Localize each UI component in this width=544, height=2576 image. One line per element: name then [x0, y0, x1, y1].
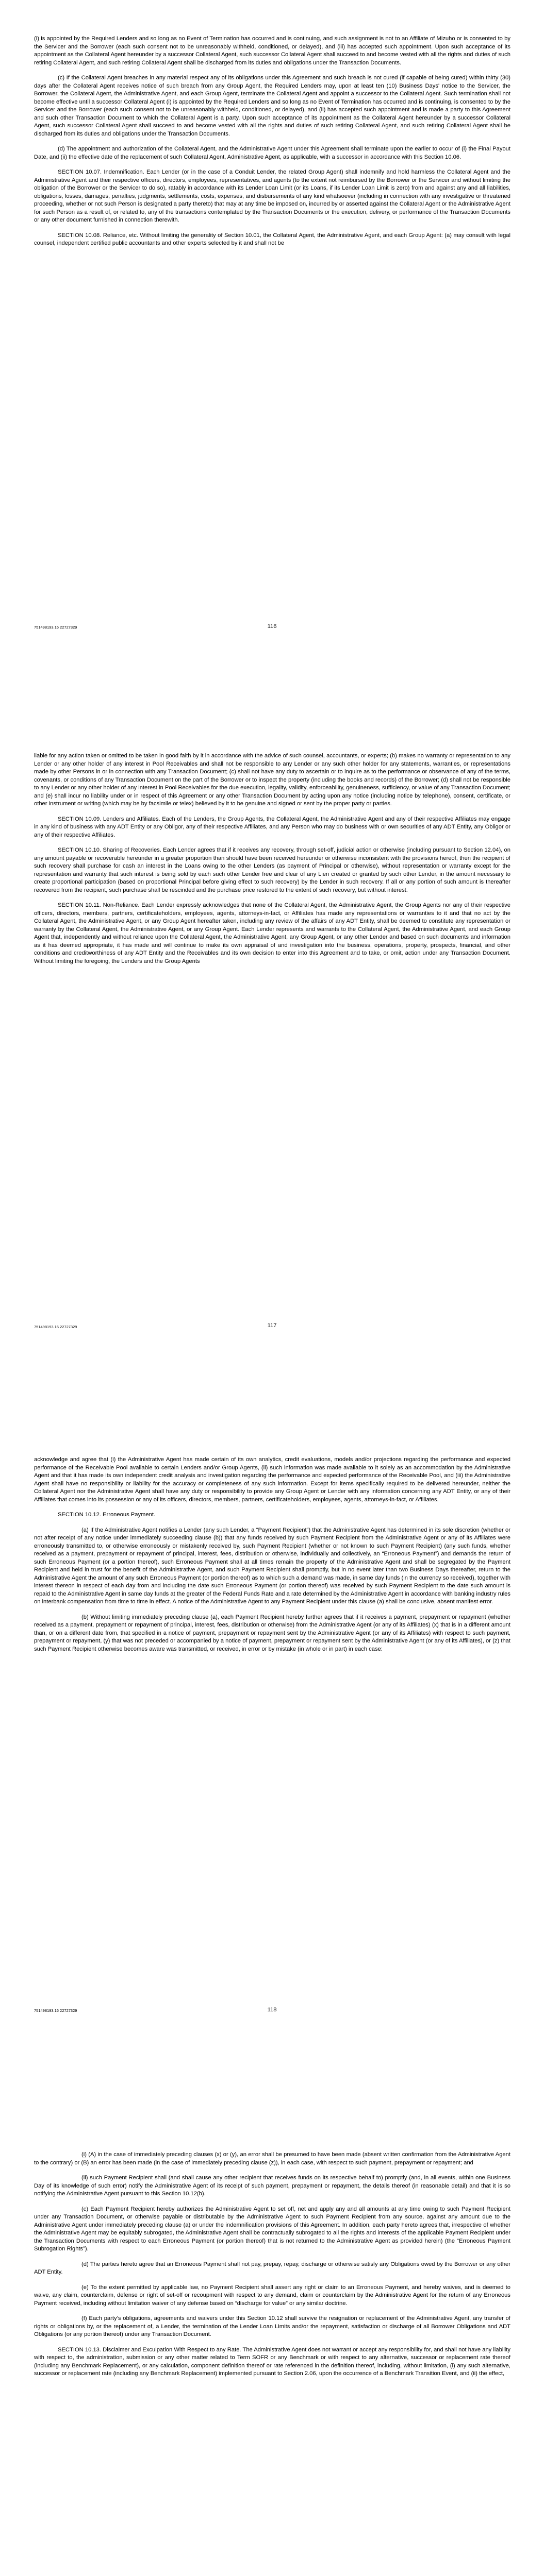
paragraph: (i) is appointed by the Required Lenders and so long as no Event of Termination has occurred and is continuing, and such assignment is not to an Affiliate of Mizuho or is consented to by the Servicer and the Borrower (each such consent not to be unreasonably withheld, conditioned, or delayed), and (iii) has accepted such appointment. Upon such acceptance of its appointment as the Collateral Agent hereunder by a successor Collateral Agent, such successor Collateral Agent shall succeed to and become vested with all the rights and duties of such retiring Collateral Agent, and such retiring Collateral Agent shall be discharged from its duties and obligations under the Transaction Documents. — [34, 36, 510, 66]
paragraph: (a) If the Administrative Agent notifies a Lender (any such Lender, a “Payment Recipient”) that the Administrative Agent has determined in its sole discretion (whether or not after receipt of any notice under immediately succeeding clause (b)) that any funds received by such Payment Recipient from the Administrative Agent or any of its Affiliates were erroneously transmitted to, or otherwise erroneously or mistakenly received by, such Payment Recipient (whether or not known to such Payment Recipient) (any such funds, whether received as a payment, prepayment or repayment of principal, interest, fees, distribution or otherwise, individually and collectively, an “Erroneous Payment”) and demands the return of such Erroneous Payment (or a portion thereof), such Erroneous Payment shall at all times remain the property of the Administrative Agent and shall be segregated by the Payment Recipient and held in trust for the benefit of the Administrative Agent, and such Payment Recipient shall promptly, but in no event later than two Business Days thereafter, return to the Administrative Agent the amount of any such Erroneous Payment (or portion thereof) as to which such a demand was made, in same day funds (in the currency so received), together with interest thereon in respect of each day from and including the date such Erroneous Payment (or portion thereof) was received by such Payment Recipient to the date such amount is repaid to the Administrative Agent in same day funds at the greater of the Federal Funds Rate and a rate determined by the Administrative Agent in accordance with banking industry rules on interbank compensation from time to time in effect. A notice of the Administrative Agent to any Payment Recipient under this clause (a) shall be conclusive, absent manifest error. — [34, 1527, 510, 1605]
paragraph: (e) To the extent permitted by applicable law, no Payment Recipient shall assert any right or claim to an Erroneous Payment, and hereby waives, and is deemed to waive, any claim, counterclaim, defense or right of set-off or recoupment with respect to any demand, claim or counterclaim by the Administrative Agent for the return of any Erroneous Payment received, including without limitation waiver of any defense based on “discharge for value” or any similar doctrine. — [34, 2284, 510, 2307]
page-body — [34, 1456, 510, 1660]
paragraph: (i) (A) in the case of immediately preceding clauses (x) or (y), an error shall be presumed to have been made (absent written confirmation from the Administrative Agent to the contrary) or (B) an error has been made (in the case of immediately preceding clause (z)), in each case, with respect to such payment, prepayment or repayment; and — [34, 2151, 510, 2166]
document-page-119 — [0, 2110, 544, 2576]
document-page-118 — [0, 1406, 544, 2110]
paragraph: (d) The parties hereto agree that an Erroneous Payment shall not pay, prepay, repay, discharge or otherwise satisfy any Obligations owed by the Borrower or any other ADT Entity. — [34, 2261, 510, 2275]
document-page-117 — [0, 703, 544, 1406]
paragraph: (b) Without limiting immediately preceding clause (a), each Payment Recipient hereby further agrees that if it receives a payment, prepayment or repayment (whether received as a payment, prepayment or repayment of principal, interest, fees, distribution or otherwise) from the Administrative Agent (or any of its Affiliates) (x) that is in a different amount than, or on a different date from, that specified in a notice of payment, prepayment or repayment sent by the Administrative Agent (or any of its Affiliates) with respect to such payment, prepayment or repayment, (y) that was not preceded or accompanied by a notice of payment, prepayment or repayment sent by the Administrative Agent (or any of its Affiliates), or (z) that such Payment Recipient otherwise becomes aware was transmitted, or received, in error or by mistake (in whole or in part) in each case: — [34, 1614, 510, 1652]
page-body — [34, 35, 510, 255]
document-id: 751498193.16 22727329 — [34, 1325, 77, 1329]
paragraph: (d) The appointment and authorization of the Collateral Agent, and the Administrative Agent under this Agreement shall terminate upon the earlier to occur of (i) the Final Payout Date, and (ii) the effective date of the replacement of such Collateral Agent, Administrative Agent, as applicable, with a successor in accordance with this Section 10.06. — [34, 146, 510, 160]
page-body — [34, 752, 510, 973]
page-body — [34, 2151, 510, 2385]
paragraph: acknowledge and agree that (i) the Administrative Agent has made certain of its own analytics, credit evaluations, models and/or projections regarding the performance and expected performance of the Receivable Pool available to certain Lenders and/or Group Agents, (ii) such information was made available to it solely as an accommodation by the Administrative Agent and that it has made its own independent credit analysis and investigation regarding the performance and expected performance of the Receivable Pool, and (iii) the Administrative Agent shall have no responsibility or liability for the accuracy or completeness of any such information. Except for items specifically required to be delivered hereunder, neither the Collateral Agent nor the Administrative Agent shall have any duty or responsibility to provide any Group Agent or Lender with any information concerning any ADT Entity, or any of their Affiliates that comes into its possession or any of its officers, directors, members, partners, certificateholders, employees, agents, attorneys-in-fact, or Affiliates. — [34, 1456, 510, 1503]
paragraph: SECTION 10.11. Non-Reliance. Each Lender expressly acknowledges that none of the Collateral Agent, the Administrative Agent, the Group Agents nor any of their respective officers, directors, members, partners, certificateholders, employees, agents, attorneys-in-fact, or Affiliates has made any representations or warranties to it and that no act by the Collateral Agent, the Administrative Agent, or any Group Agent hereafter taken, including any review of the affairs of any ADT Entity, shall be deemed to constitute any representation or warranty by the Collateral Agent, the Administrative Agent, or any Group Agent. Each Lender represents and warrants to the Collateral Agent, the Administrative Agent, and each Group Agent that, independently and without reliance upon the Collateral Agent, the Administrative Agent, any Group Agent, or any other Lender and based on such documents and information as it has deemed appropriate, it has made and will continue to make its own appraisal of and investigation into the business, operations, property, prospects, financial, and other conditions and creditworthiness of any ADT Entity and the Receivables and its own decision to enter into this Agreement and to take, or omit, action under any Transaction Document. Without limiting the foregoing, the Lenders and the Group Agents — [34, 902, 510, 964]
paragraph: (c) If the Collateral Agent breaches in any material respect any of its obligations under this Agreement and such breach is not cured (if capable of being cured) within thirty (30) days after the Collateral Agent receives notice of such breach from any Group Agent, the Required Lenders may, upon at least ten (10) Business Days' notice to the Servicer, the Borrower, the Collateral Agent, the Administrative Agent, and each Group Agent, terminate the Collateral Agent and appoint a successor to the Collateral Agent. Such termination shall not become effective until a successor Collateral Agent (i) is appointed by the Required Lenders and so long as no Event of Termination has occurred and is continuing, is consented to by the Servicer and the Borrower (each such consent not to be unreasonably withheld, conditioned, or delayed), and (ii) has accepted such appointment and is made a party to this Agreement and such other Transaction Document to which the Collateral Agent is a party. Upon such acceptance of its appointment as the Collateral Agent hereunder by a successor Collateral Agent, such successor Collateral Agent shall succeed to and become vested with all the rights and duties of such retiring Collateral Agent, and such retiring Collateral Agent shall be discharged from its duties and obligations under the Transaction Documents. — [34, 75, 510, 137]
paragraph: SECTION 10.13. Disclaimer and Exculpation With Respect to any Rate. The Administrative Agent does not warrant or accept any responsibility for, and shall not have any liability with respect to, the administration, submission or any other matter related to Term SOFR or any Benchmark or with respect to any alternative, successor or replacement rate thereof (including any Benchmark Replacement), or any calculation, component definition thereof or rate referenced in the definition thereof, including, without limitation, (i) any such alternative, successor or replacement rate (including any Benchmark Replacement) implemented pursuant to Section 2.06, upon the occurrence of a Benchmark Transition Event, and (ii) the effect, — [34, 2346, 510, 2377]
section-heading: SECTION 10.12. Erroneous Payment. — [58, 1512, 156, 1518]
paragraph: (f) Each party’s obligations, agreements and waivers under this Section 10.12 shall survive the resignation or replacement of the Administrative Agent, any transfer of rights or obligations by, or the replacement of, a Lender, the termination of the Lender Loan Limits and/or the repayment, satisfaction or discharge of all Borrower Obligations and ADT Obligations (or any portion thereof) under any Transaction Document. — [34, 2315, 510, 2337]
paragraph: SECTION 10.09. Lenders and Affiliates. Each of the Lenders, the Group Agents, the Collateral Agent, the Administrative Agent and any of their respective Affiliates may engage in any kind of business with any ADT Entity or any Obligor, any of their respective Affiliates, and any Person who may do business with or own securities of any ADT Entity, any Obligor or any of their respective Affiliates. — [34, 816, 510, 838]
document-page-116 — [0, 0, 544, 703]
paragraph: (ii) such Payment Recipient shall (and shall cause any other recipient that receives funds on its respective behalf to) promptly (and, in all events, within one Business Day of its knowledge of such error) notify the Administrative Agent of its receipt of such payment, prepayment or repayment, the details thereof (in reasonable detail) and that it is so notifying the Administrative Agent pursuant to this Section 10.12(b). — [34, 2175, 510, 2197]
page-number: 118 — [267, 2007, 277, 2013]
paragraph: liable for any action taken or omitted to be taken in good faith by it in accordance with the advice of such counsel, accountants, or experts; (b) makes no warranty or representation to any Lender or any other holder of any interest in Pool Receivables and shall not be responsible to any Lender or any such other holder for any statements, warranties, or representations made by other Persons in or in connection with any Transaction Document; (c) shall not have any duty to ascertain or to inquire as to the performance or observance of any of the terms, covenants, or conditions of any Transaction Document on the part of the Borrower or to inspect the property (including the books and records) of the Borrower; (d) shall not be responsible to any Lender or any other holder of any interest in Pool Receivables for the due execution, legality, validity, enforceability, genuineness, sufficiency, or value of any Transaction Document; and (e) shall incur no liability under or in respect of this Agreement or any other Transaction Document by acting upon any notice (including notice by telephone), consent, certificate, or other instrument or writing (which may be by facsimile or telex) believed by it to be genuine and signed or sent by the proper party or parties. — [34, 753, 510, 807]
document-id: 751498193.16 22727329 — [34, 2008, 77, 2013]
paragraph: SECTION 10.07. Indemnification. Each Lender (or in the case of a Conduit Lender, the related Group Agent) shall indemnify and hold harmless the Collateral Agent and the Administrative Agent and their respective officers, directors, employees, representatives, and agents (to the extent not reimbursed by the Borrower or the Servicer and without limiting the obligation of the Borrower or the Servicer to do so), ratably in accordance with its Lender Loan Limit (or its Loans, if its Lender Loan Limit is zero) from and against any and all liabilities, obligations, losses, damages, penalties, judgments, settlements, costs, expenses, and disbursements of any kind whatsoever (including in connection with any investigative or threatened proceeding, whether or not such Person is designated a party thereto) that may at any time be imposed on, incurred by or asserted against the Collateral Agent or the Administrative Agent for such Person as a result of, or related to, any of the transactions contemplated by the Transaction Documents or the execution, delivery, or performance of the Transaction Documents or any other document furnished in connection therewith. — [34, 169, 510, 223]
document-id: 751498193.16 22727329 — [34, 625, 77, 630]
paragraph: SECTION 10.08. Reliance, etc. Without limiting the generality of Section 10.01, the Collateral Agent, the Administrative Agent, and each Group Agent: (a) may consult with legal counsel, independent certified public accountants and other experts selected by it and shall not be — [34, 232, 510, 246]
paragraph: SECTION 10.10. Sharing of Recoveries. Each Lender agrees that if it receives any recovery, through set-off, judicial action or otherwise (including pursuant to Section 12.04), on any amount payable or recoverable hereunder in a greater proportion than should have been received hereunder or otherwise inconsistent with the provisions hereof, then the recipient of such recovery shall purchase for cash an interest in the Loans owing to the other Lenders (as payment of Principal or otherwise), without representation or warranty except for the representation and warranty that such interest is being sold by each such other Lender free and clear of any Lien created or granted by such other Lender, in the amount necessary to create proportional participation (based on proportional Principal before giving effect to such recovery) by the Lender in such recovery. If all or any portion of such amount is thereafter recovered from the recipient, such purchase shall be rescinded and the purchase price restored to the extent of such recovery, but without interest. — [34, 847, 510, 893]
page-number: 116 — [267, 623, 277, 630]
page-number: 117 — [267, 1323, 277, 1329]
paragraph: (c) Each Payment Recipient hereby authorizes the Administrative Agent to set off, net and apply any and all amounts at any time owing to such Payment Recipient under any Transaction Document, or otherwise payable or distributable by the Administrative Agent to such Payment Recipient from any source, against any amount due to the Administrative Agent under immediately preceding clause (a) or under the indemnification provisions of this Agreement. In addition, each party hereto agrees that, irrespective of whether the Administrative Agent may be equitably subrogated, the Administrative Agent shall be contractually subrogated to all the rights and interests of the applicable Payment Recipient under the Transaction Documents with respect to each Erroneous Payment (or portion thereof) that is not returned to the Administrative Agent as provided herein) (the “Erroneous Payment Subrogation Rights”). — [34, 2206, 510, 2252]
